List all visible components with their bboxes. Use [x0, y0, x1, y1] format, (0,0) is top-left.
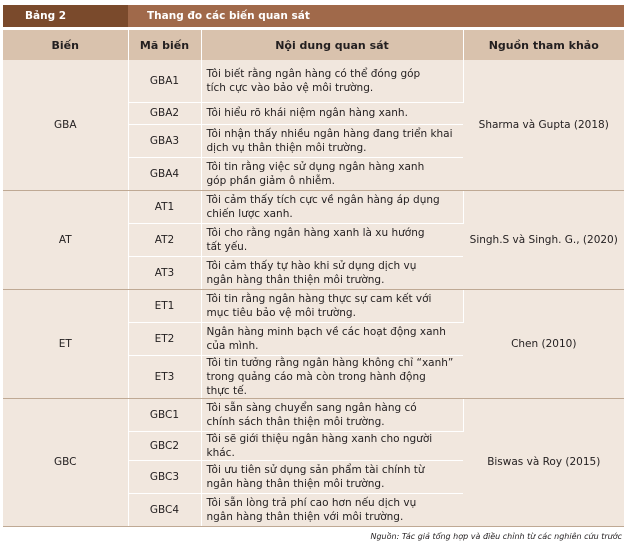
content-cell: Tôi tin rằng việc sử dụng ngân hàng xanh góp phần giảm ô nhiễm.: [201, 157, 463, 190]
table-row: [3, 190, 624, 223]
header-variable: Biến: [3, 30, 128, 60]
variable-cell: GBC: [3, 398, 128, 526]
table-title: Thang đo các biến quan sát: [128, 5, 624, 27]
code-cell: AT3: [128, 256, 201, 289]
observed-variables-table: [3, 30, 624, 527]
table-row: [3, 398, 624, 431]
content-cell: Tôi biết rằng ngân hàng có thể đóng góp tích cực vào bảo vệ môi trường.: [201, 60, 463, 102]
code-cell: AT1: [128, 190, 201, 223]
code-cell: ET3: [128, 355, 201, 398]
content-cell: Tôi cho rằng ngân hàng xanh là xu hướng tất yếu.: [201, 223, 463, 256]
header-row: [3, 30, 624, 60]
source-cell: Biswas và Roy (2015): [463, 398, 624, 526]
header-code: Mã biến: [128, 30, 201, 60]
code-cell: AT2: [128, 223, 201, 256]
code-cell: GBA1: [128, 60, 201, 102]
variable-cell: AT: [3, 190, 128, 289]
content-cell: Tôi sẵn lòng trả phí cao hơn nếu dịch vụ ngân hàng thân thiện với môi trường.: [201, 493, 463, 526]
table-row: [3, 289, 624, 322]
table-body: [3, 60, 624, 526]
content-cell: Tôi sẽ giới thiệu ngân hàng xanh cho người khác.: [201, 431, 463, 460]
source-cell: Chen (2010): [463, 289, 624, 398]
code-cell: ET1: [128, 289, 201, 322]
content-cell: Tôi nhận thấy nhiều ngân hàng đang triển khai dịch vụ thân thiện môi trường.: [201, 124, 463, 157]
table-row: [3, 60, 624, 102]
source-cell: Singh.S và Singh. G., (2020): [463, 190, 624, 289]
content-cell: Tôi sẵn sàng chuyển sang ngân hàng có chính sách thân thiện môi trường.: [201, 398, 463, 431]
code-cell: GBC3: [128, 460, 201, 493]
code-cell: GBA3: [128, 124, 201, 157]
variable-cell: GBA: [3, 60, 128, 190]
code-cell: ET2: [128, 322, 201, 355]
code-cell: GBC1: [128, 398, 201, 431]
content-cell: Tôi ưu tiên sử dụng sản phẩm tài chính từ ngân hàng thân thiện môi trường.: [201, 460, 463, 493]
content-cell: Tôi cảm thấy tích cực về ngân hàng áp dụng chiến lược xanh.: [201, 190, 463, 223]
content-cell: Tôi tin tưởng rằng ngân hàng không chỉ “xanh” trong quảng cáo mà còn trong hành động thực tế.: [201, 355, 463, 398]
content-cell: Tôi tin rằng ngân hàng thực sự cam kết với mục tiêu bảo vệ môi trường.: [201, 289, 463, 322]
header-content: Nội dung quan sát: [201, 30, 463, 60]
content-cell: Tôi cảm thấy tự hào khi sử dụng dịch vụ ngân hàng thân thiện môi trường.: [201, 256, 463, 289]
code-cell: GBA2: [128, 102, 201, 124]
content-cell: Ngân hàng minh bạch về các hoạt động xanh của mình.: [201, 322, 463, 355]
code-cell: GBC4: [128, 493, 201, 526]
table-number: Bảng 2: [3, 5, 128, 27]
variable-cell: ET: [3, 289, 128, 398]
table-title-bar: [3, 5, 624, 27]
source-note: Nguồn: Tác giả tổng hợp và điều chỉnh từ các nghiên cứu trước: [370, 532, 622, 541]
code-cell: GBC2: [128, 431, 201, 460]
source-cell: Sharma và Gupta (2018): [463, 60, 624, 190]
header-source: Nguồn tham khảo: [463, 30, 624, 60]
code-cell: GBA4: [128, 157, 201, 190]
content-cell: Tôi hiểu rõ khái niệm ngân hàng xanh.: [201, 102, 463, 124]
